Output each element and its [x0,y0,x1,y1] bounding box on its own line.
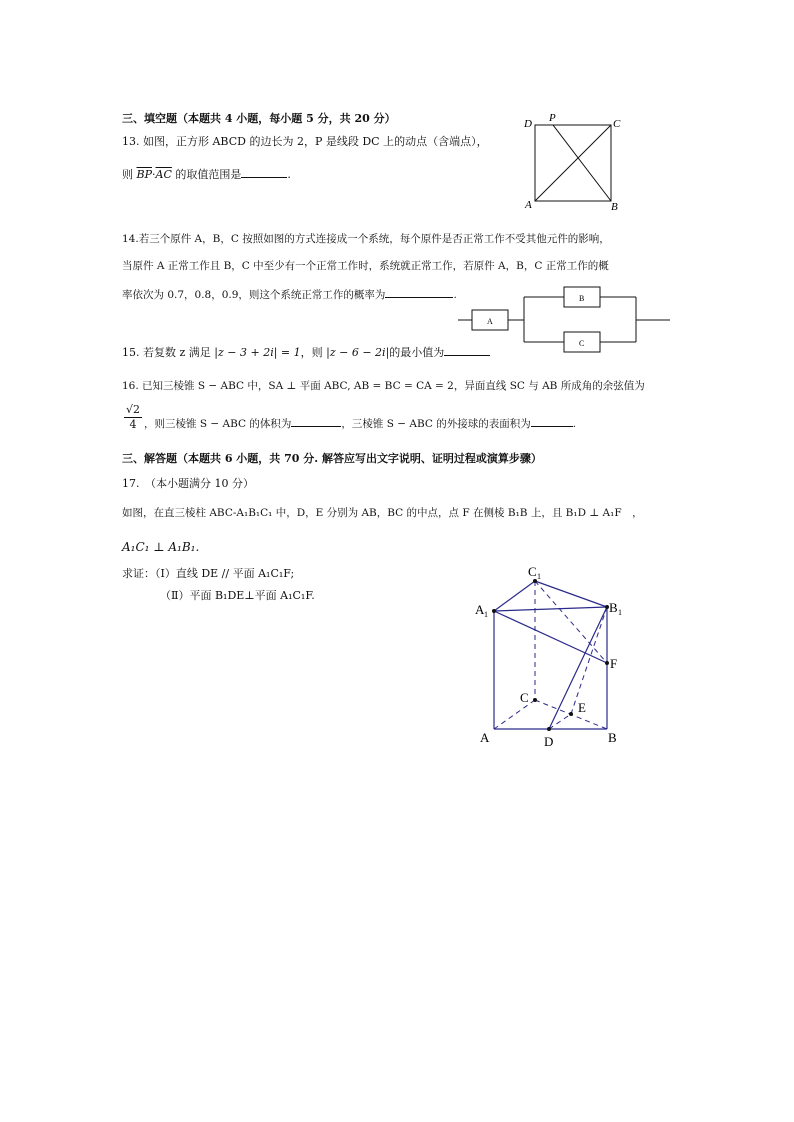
section4-heading: 三、解答题（本题共 6 小题，共 70 分. 解答应写出文字说明、证明过程或演算步骤） [122,452,542,465]
q16-sphere-blank[interactable] [531,415,573,427]
label-e: E [578,700,586,715]
q13-dot: · [152,168,156,181]
q16-frac-denominator: 4 [129,418,137,431]
q13-line2 [122,166,291,182]
q17-prove2: （Ⅱ）平面 B₁DE⊥平面 A₁C₁F. [160,589,315,602]
q16-line2 [144,415,576,431]
q15-mid: ，则 [300,346,323,359]
label-a: A [525,199,532,211]
q13-vector-bp: $\overline{BP}$ [136,168,152,181]
label-a1: A [475,602,485,617]
q17-title: 17. （本小题满分 10 分） [122,477,254,490]
label-b: B [608,730,617,745]
q14-line3 [122,286,457,302]
label-b: B [611,201,618,213]
label-c: C [520,690,529,705]
label-d: D [544,734,554,749]
q14-line2: 当原件 A 正常工作且 B，C 中至少有一个正常工作时，系统就正常工作，若原件 A，B，C 正常工作的概 [122,260,609,272]
label-d: D [524,118,532,130]
label-c1: C [528,564,537,579]
q15-suffix: 的最小值为 [389,346,445,359]
q16-volume-blank[interactable] [291,415,341,427]
q16-end: . [572,418,577,430]
q14-line1: 14.若三个原件 A，B，C 按照如图的方式连接成一个系统，每个原件是否正常工作不受其他元件的影响， [122,233,610,245]
q16-frac-numerator: √2 [125,403,140,416]
q15-condition: |z − 3 + 2i| = 1 [214,346,301,359]
q17-line2: A₁C₁ ⊥ A₁B₁. [122,540,200,554]
q15-line [122,344,490,360]
label-p: P [549,112,556,124]
q17-prism-figure [470,560,630,750]
diagonal-ac [535,125,611,201]
label-b1-sub: 1 [618,608,622,617]
q16-fraction [124,403,142,432]
q13-line1: 13. 如图，正方形 ABCD 的边长为 2，P 是线段 DC 上的动点（含端点）， [122,135,488,148]
q13-end: . [287,168,291,181]
q13-square-figure [520,110,630,214]
q13-prefix: 则 [122,168,133,181]
component-a-label: A [487,317,493,326]
label-b1: B [609,600,618,615]
q15-prefix: 15. 若复数 z 满足 [122,346,211,359]
q13-answer-blank[interactable] [241,166,287,178]
label-c1-sub: 1 [537,572,541,581]
q17-prove1: 求证：（Ⅰ）直线 DE // 平面 A₁C₁F; [122,567,295,580]
label-c: C [613,118,621,130]
section3-heading: 三、填空题（本题共 4 小题，每小题 5 分，共 20 分） [122,112,396,125]
component-c-label: C [579,339,585,348]
q13-suffix: 的取值范围是 [175,168,242,181]
label-a1-sub: 1 [484,610,488,619]
q15-answer-blank[interactable] [444,344,490,356]
q16-sphere-text: ，三棱锥 S − ABC 的外接球的表面积为 [341,418,531,430]
q17-line1: 如图，在直三棱柱 ABC-A₁B₁C₁ 中，D，E 分别为 AB，BC 的中点，点 F 在侧棱 B₁B 上，且 B₁D ⊥ A₁F ， [122,507,643,519]
q14-line3-text: 率依次为 0.7，0.8，0.9，则这个系统正常工作的概率为 [122,289,386,301]
q16-volume-text: ，则三棱锥 S − ABC 的体积为 [144,418,292,430]
label-f: F [610,656,618,671]
q14-end: . [453,289,457,301]
q14-answer-blank[interactable] [385,286,453,298]
component-b-label: B [579,294,585,303]
q16-line1: 16. 已知三棱锥 S − ABC 中，SA ⊥ 平面 ABC, AB = BC = CA = 2，异面直线 SC 与 AB 所成角的余弦值为 [122,380,645,392]
q13-vector-ac: $\overline{AC}$ [155,168,172,181]
q15-expression: |z − 6 − 2i| [326,346,390,359]
segment-bp [553,125,611,201]
label-a: A [480,730,490,745]
